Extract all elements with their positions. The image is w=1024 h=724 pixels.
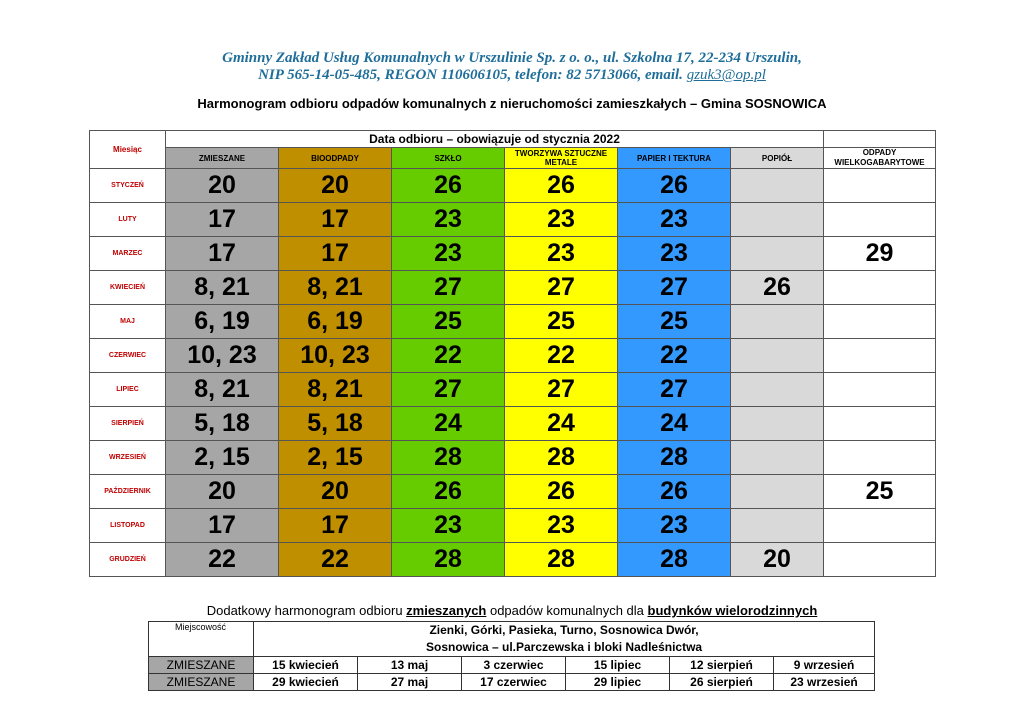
ash-header: POPIÓŁ [731, 148, 824, 169]
plastic-date: 25 [505, 305, 618, 339]
month-label: WRZESIEŃ [90, 441, 166, 475]
paper-date: 25 [618, 305, 731, 339]
mixed-date: 8, 21 [166, 373, 279, 407]
email-link[interactable]: gzuk3@op.pl [686, 67, 766, 83]
glass-date: 28 [392, 543, 505, 577]
plastic-date: 26 [505, 475, 618, 509]
paper-date: 24 [618, 407, 731, 441]
ash-date [731, 237, 824, 271]
plastic-date: 26 [505, 169, 618, 203]
paper-date: 23 [618, 203, 731, 237]
location-line-1: Zienki, Górki, Pasieka, Turno, Sosnowica Dwór, [429, 623, 699, 637]
paper-date: 23 [618, 237, 731, 271]
bulky-date [824, 373, 936, 407]
bio-date: 20 [279, 169, 392, 203]
glass-date: 25 [392, 305, 505, 339]
bulky-date [824, 203, 936, 237]
extra-date: 27 maj [358, 674, 462, 691]
bio-date: 8, 21 [279, 271, 392, 305]
plastic-date: 22 [505, 339, 618, 373]
paper-date: 22 [618, 339, 731, 373]
extra-date: 17 czerwiec [462, 674, 566, 691]
paper-date: 26 [618, 169, 731, 203]
bulky-date [824, 543, 936, 577]
mixed-date: 17 [166, 509, 279, 543]
bulky-date [824, 271, 936, 305]
mixed-date: 17 [166, 237, 279, 271]
company-header-line2 [0, 67, 1024, 84]
mixed-row-label: ZMIESZANE [149, 657, 254, 674]
glass-date: 23 [392, 203, 505, 237]
month-label: LIPIEC [90, 373, 166, 407]
extra-date: 15 lipiec [566, 657, 670, 674]
subtitle-text-middle: odpadów komunalnych dla [486, 603, 648, 618]
mixed-date: 5, 18 [166, 407, 279, 441]
additional-schedule-subtitle [0, 603, 1024, 618]
glass-date: 26 [392, 475, 505, 509]
ash-date [731, 203, 824, 237]
extra-date: 15 kwiecień [254, 657, 358, 674]
paper-date: 23 [618, 509, 731, 543]
paper-date: 28 [618, 543, 731, 577]
month-label: SIERPIEŃ [90, 407, 166, 441]
glass-date: 23 [392, 509, 505, 543]
subtitle-text-start: Dodatkowy harmonogram odbioru [206, 603, 407, 618]
glass-date: 22 [392, 339, 505, 373]
ash-date [731, 339, 824, 373]
plastic-date: 28 [505, 441, 618, 475]
biowaste-header: BIOODPADY [279, 148, 392, 169]
glass-date: 28 [392, 441, 505, 475]
paper-date: 28 [618, 441, 731, 475]
bio-date: 5, 18 [279, 407, 392, 441]
paper-date: 26 [618, 475, 731, 509]
bulky-date [824, 339, 936, 373]
month-label: PAŹDZIERNIK [90, 475, 166, 509]
extra-date: 23 wrzesień [774, 674, 875, 691]
mixed-date: 10, 23 [166, 339, 279, 373]
bio-date: 8, 21 [279, 373, 392, 407]
extra-date: 9 wrzesień [774, 657, 875, 674]
mixed-date: 8, 21 [166, 271, 279, 305]
plastic-date: 27 [505, 271, 618, 305]
bulky-date [824, 441, 936, 475]
paper-header: PAPIER I TEKTURA [618, 148, 731, 169]
bulky-date: 29 [824, 237, 936, 271]
ash-date [731, 169, 824, 203]
empty-header-cell [824, 131, 936, 148]
month-label: KWIECIEŃ [90, 271, 166, 305]
glass-header: SZKŁO [392, 148, 505, 169]
mixed-date: 2, 15 [166, 441, 279, 475]
extra-date: 13 maj [358, 657, 462, 674]
ash-date: 20 [731, 543, 824, 577]
bio-date: 17 [279, 237, 392, 271]
glass-date: 27 [392, 271, 505, 305]
company-contact-info: NIP 565-14-05-485, REGON 110606105, telefon: 82 5713066, email. [258, 67, 687, 83]
collection-date-header: Data odbioru – obowiązuje od stycznia 2022 [166, 131, 824, 148]
subtitle-highlight-mixed: zmieszanych [406, 603, 487, 618]
ash-date: 26 [731, 271, 824, 305]
ash-date [731, 441, 824, 475]
multifamily-schedule-table [148, 621, 875, 691]
ash-date [731, 509, 824, 543]
month-label: MARZEC [90, 237, 166, 271]
mixed-date: 20 [166, 169, 279, 203]
month-label: MAJ [90, 305, 166, 339]
bulky-date [824, 305, 936, 339]
plastic-date: 27 [505, 373, 618, 407]
paper-date: 27 [618, 373, 731, 407]
glass-date: 26 [392, 169, 505, 203]
extra-date: 29 kwiecień [254, 674, 358, 691]
bulky-date [824, 509, 936, 543]
extra-date: 12 sierpień [670, 657, 774, 674]
plastic-date: 23 [505, 237, 618, 271]
extra-date: 29 lipiec [566, 674, 670, 691]
mixed-date: 6, 19 [166, 305, 279, 339]
mixed-date: 17 [166, 203, 279, 237]
ash-date [731, 407, 824, 441]
plastic-date: 28 [505, 543, 618, 577]
month-label: GRUDZIEŃ [90, 543, 166, 577]
plastic-date: 24 [505, 407, 618, 441]
collection-schedule-table [89, 130, 936, 577]
plastic-metal-header: TWORZYWA SZTUCZNE METALE [505, 148, 618, 169]
subtitle-highlight-buildings: budynków wielorodzinnych [647, 603, 818, 618]
bio-date: 17 [279, 203, 392, 237]
extra-date: 26 sierpień [670, 674, 774, 691]
mixed-date: 20 [166, 475, 279, 509]
bio-date: 10, 23 [279, 339, 392, 373]
bulky-waste-header: ODPADY WIELKOGABARYTOWE [824, 148, 936, 169]
ash-date [731, 305, 824, 339]
bulky-date [824, 407, 936, 441]
location-line-2: Sosnowica – ul.Parczewska i bloki Nadleśnictwa [425, 640, 703, 654]
mixed-waste-header: ZMIESZANE [166, 148, 279, 169]
month-column-header: Miesiąc [90, 131, 166, 169]
month-label: STYCZEŃ [90, 169, 166, 203]
glass-date: 27 [392, 373, 505, 407]
month-label: CZERWIEC [90, 339, 166, 373]
glass-date: 23 [392, 237, 505, 271]
bulky-date [824, 169, 936, 203]
mixed-date: 22 [166, 543, 279, 577]
month-label: LUTY [90, 203, 166, 237]
mixed-row-label: ZMIESZANE [149, 674, 254, 691]
ash-date [731, 475, 824, 509]
bio-date: 22 [279, 543, 392, 577]
bulky-date: 25 [824, 475, 936, 509]
location-label: Miejscowość [149, 622, 254, 657]
month-label: LISTOPAD [90, 509, 166, 543]
glass-date: 24 [392, 407, 505, 441]
company-header-line1: Gminny Zakład Usług Komunalnych w Urszulinie Sp. z o. o., ul. Szkolna 17, 22-234 Urszulin, [222, 50, 802, 66]
bio-date: 20 [279, 475, 392, 509]
schedule-title: Harmonogram odbioru odpadów komunalnych z nieruchomości zamieszkałych – Gmina SOSNOWICA [197, 96, 827, 111]
extra-date: 3 czerwiec [462, 657, 566, 674]
bio-date: 17 [279, 509, 392, 543]
paper-date: 27 [618, 271, 731, 305]
plastic-date: 23 [505, 509, 618, 543]
location-list [254, 622, 875, 657]
plastic-date: 23 [505, 203, 618, 237]
bio-date: 2, 15 [279, 441, 392, 475]
ash-date [731, 373, 824, 407]
bio-date: 6, 19 [279, 305, 392, 339]
